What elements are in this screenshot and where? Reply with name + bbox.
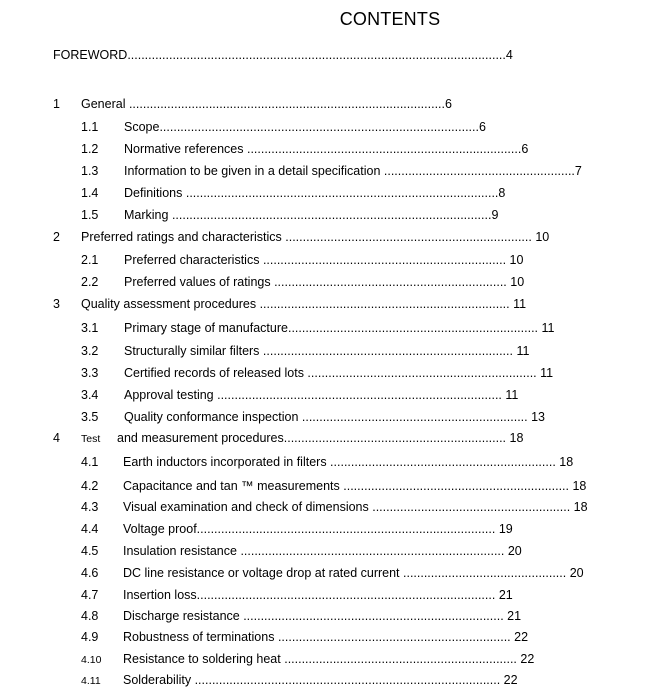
toc-entry-3-1[interactable] (81, 320, 626, 336)
toc-leader-dots: ................................................................... (274, 275, 511, 289)
toc-entry-3-2[interactable] (81, 343, 626, 359)
toc-entry-4[interactable] (53, 430, 623, 447)
toc-page-number: 11 (516, 344, 530, 358)
toc-entry-3-4[interactable] (81, 387, 626, 403)
toc-page-number: 13 (531, 410, 545, 424)
toc-leader-dots: ............................................................................................................. (127, 48, 506, 62)
toc-leader-dots: ................................................................. (301, 410, 532, 424)
toc-leader-dots: ................................................................ (283, 431, 510, 445)
toc-entry-number: 3.5 (81, 410, 99, 424)
toc-entry-3-5[interactable] (81, 409, 636, 425)
toc-entry-3[interactable] (53, 296, 618, 312)
toc-page-number: 18 (509, 431, 524, 445)
toc-entry-number: 3 (53, 297, 60, 311)
toc-entry-text: Preferred values of ratings (124, 275, 275, 289)
toc-page-number: 11 (505, 388, 519, 402)
toc-entry-text: Quality assessment procedures (81, 297, 260, 311)
toc-entry-number: 1.1 (81, 120, 99, 134)
toc-leader-dots: ................................................................... (284, 652, 521, 666)
toc-entry-4-3[interactable] (81, 499, 636, 515)
toc-page-number: 20 (507, 544, 522, 558)
toc-entry-text: Information to be given in a detail specification (124, 164, 384, 178)
toc-entry-1-3[interactable] (81, 163, 626, 179)
toc-entry-text: Earth inductors incorporated in filters (123, 455, 331, 469)
toc-entry-text: Solderability (123, 673, 195, 687)
toc-entry-2-2[interactable] (81, 274, 626, 290)
toc-page-number: 10 (535, 230, 550, 244)
toc-leader-dots: .................................................................................. (217, 388, 506, 402)
toc-leader-dots: ............................................................................... (246, 142, 522, 156)
toc-page-number: 10 (509, 253, 524, 267)
toc-entry-text: General (81, 97, 129, 111)
toc-leader-dots: ...................................................................................... (196, 522, 499, 536)
toc-entry-foreword[interactable] (53, 47, 613, 63)
toc-leader-dots: ......................................................... (372, 500, 574, 514)
toc-leader-dots: ...................................................................... (262, 253, 510, 267)
toc-leader-dots: ...................................................................................... (196, 588, 499, 602)
toc-entry-text: Preferred ratings and characteristics (81, 230, 286, 244)
toc-page-number: 18 (573, 500, 588, 514)
toc-entry-4-11[interactable] (81, 672, 626, 689)
toc-entry-4-10[interactable] (81, 651, 626, 668)
toc-leader-dots: ................................................................. (343, 479, 573, 493)
toc-leader-dots: ............................................................................ (240, 544, 508, 558)
toc-page-number: 11 (541, 321, 555, 335)
toc-entry-text: Visual examination and check of dimensions (123, 500, 373, 514)
toc-entry-number: 4.3 (81, 500, 99, 514)
toc-leader-dots: .................................................................. (307, 366, 541, 380)
toc-leader-dots: ........................................................................................... (128, 97, 445, 111)
toc-leader-dots: ............................................................................................ (171, 208, 492, 222)
toc-page-number: 11 (513, 297, 527, 311)
toc-page-number: 9 (491, 208, 499, 222)
toc-entry-text: Certified records of released lots (124, 366, 308, 380)
toc-page-number: 22 (503, 673, 518, 687)
toc-entry-text: Voltage proof (123, 522, 197, 536)
toc-page-number: 10 (510, 275, 525, 289)
toc-entry-2[interactable] (53, 229, 618, 245)
toc-entry-number: 4.6 (81, 566, 99, 580)
toc-entry-text: Preferred characteristics (124, 253, 263, 267)
toc-entry-number: 4.7 (81, 588, 99, 602)
toc-entry-number: 1.3 (81, 164, 99, 178)
toc-entry-4-7[interactable] (81, 587, 621, 603)
toc-entry-text: Robustness of terminations (123, 630, 278, 644)
toc-entry-number: 4.8 (81, 609, 99, 623)
toc-entry-1-1[interactable] (81, 119, 621, 135)
toc-entry-1-5[interactable] (81, 207, 621, 223)
toc-entry-text: DC line resistance or voltage drop at rated current (123, 566, 403, 580)
toc-page-number: 11 (540, 366, 554, 380)
toc-entry-text: Normative references (124, 142, 247, 156)
toc-entry-1[interactable] (53, 96, 613, 112)
toc-entry-number: 1.4 (81, 186, 99, 200)
toc-page-number: 6 (521, 142, 529, 156)
toc-entry-text: Approval testing (124, 388, 218, 402)
toc-entry-number: 3.3 (81, 366, 99, 380)
toc-page-number: 21 (498, 588, 513, 602)
toc-page-number: 21 (507, 609, 522, 623)
toc-entry-number: 2.2 (81, 275, 99, 289)
toc-entry-number: 4.9 (81, 630, 99, 644)
toc-leader-dots: ................................................................... (277, 630, 515, 644)
toc-leader-dots: ....................................................... (383, 164, 575, 178)
toc-entry-4-9[interactable] (81, 629, 626, 645)
toc-entry-number: 1.5 (81, 208, 99, 222)
toc-leader-dots: ........................................................................ (287, 321, 542, 335)
toc-entry-number: 4 (53, 431, 60, 445)
toc-entry-number: 4.11 (81, 675, 101, 687)
toc-leader-dots: ....................................................................... (285, 230, 536, 244)
toc-page-number: 20 (569, 566, 584, 580)
toc-page-number: 22 (520, 652, 535, 666)
toc-entry-number: 4.5 (81, 544, 99, 558)
toc-entry-text-small: Test (81, 433, 101, 445)
toc-entry-number: 1 (53, 97, 60, 111)
toc-entry-text: Primary stage of manufacture (124, 321, 288, 335)
toc-page-number: 22 (514, 630, 529, 644)
toc-page-number: 18 (572, 479, 587, 493)
toc-entry-4-5[interactable] (81, 543, 626, 559)
toc-entry-4-8[interactable] (81, 608, 626, 624)
toc-entry-text: Insertion loss (123, 588, 197, 602)
toc-entry-text: Structurally similar filters (124, 344, 263, 358)
toc-entry-number: 4.10 (81, 654, 102, 666)
toc-entry-4-2[interactable] (81, 478, 636, 494)
toc-entry-number: 4.4 (81, 522, 99, 536)
toc-entry-number: 3.1 (81, 321, 99, 335)
toc-entry-number: 3.2 (81, 344, 99, 358)
toc-leader-dots: ........................................................................................ (194, 673, 504, 687)
toc-entry-4-6[interactable] (81, 565, 631, 581)
toc-entry-2-1[interactable] (81, 252, 626, 268)
toc-entry-1-4[interactable] (81, 185, 621, 201)
toc-entry-number: 4.1 (81, 455, 99, 469)
toc-page-number: 19 (498, 522, 513, 536)
toc-entry-number: 4.2 (81, 479, 99, 493)
toc-entry-number: 1.2 (81, 142, 99, 156)
toc-entry-text: Scope (124, 120, 160, 134)
toc-entry-text: Discharge resistance (123, 609, 244, 623)
toc-page-number: 6 (445, 97, 452, 111)
toc-entry-number: 3.4 (81, 388, 99, 402)
toc-entry-text: Definitions (124, 186, 186, 200)
toc-page-number: 8 (498, 186, 506, 200)
toc-page-number: 4 (505, 48, 513, 62)
toc-entry-3-3[interactable] (81, 365, 631, 381)
toc-entry-1-2[interactable] (81, 141, 621, 157)
toc-entry-number: 2.1 (81, 253, 99, 267)
toc-leader-dots: .......................................................................................... (185, 186, 499, 200)
toc-entry-text: Quality conformance inspection (124, 410, 302, 424)
toc-leader-dots: ............................................... (403, 566, 570, 580)
toc-entry-text: and measurement procedures (117, 431, 284, 445)
toc-leader-dots: ........................................................................... (243, 609, 508, 623)
toc-leader-dots: ................................................................. (330, 455, 560, 469)
toc-leader-dots: ........................................................................ (259, 297, 514, 311)
toc-entry-number: 2 (53, 230, 60, 244)
toc-entry-text: FOREWORD (53, 48, 128, 62)
toc-leader-dots: ........................................................................ (262, 344, 517, 358)
toc-entry-text: Insulation resistance (123, 544, 241, 558)
toc-entry-text: Marking (124, 208, 172, 222)
toc-page-number: 6 (478, 120, 486, 134)
toc-leader-dots: ............................................................................................ (159, 120, 479, 134)
toc-entry-4-4[interactable] (81, 521, 626, 537)
contents-title: CONTENTS (339, 9, 441, 29)
toc-entry-text: Resistance to soldering heat (123, 652, 285, 666)
toc-page-number: 18 (559, 455, 574, 469)
toc-page-number: 7 (574, 164, 582, 178)
toc-entry-text: Capacitance and tan ™ measurements (123, 479, 344, 493)
toc-entry-4-1[interactable] (81, 454, 626, 470)
